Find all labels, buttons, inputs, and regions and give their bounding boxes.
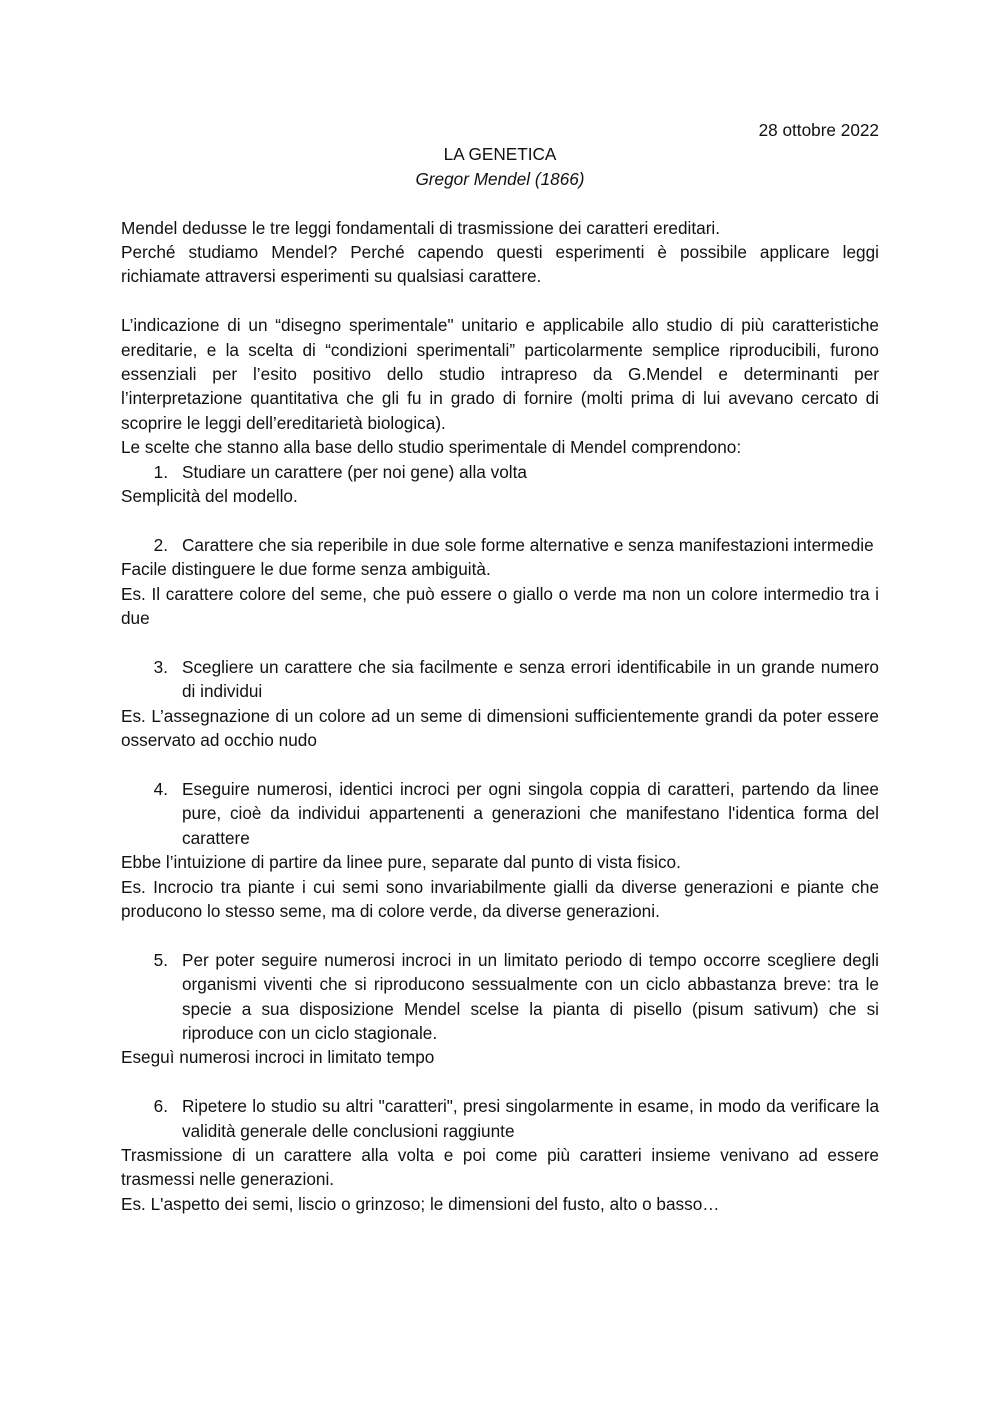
item-note: Facile distinguere le due forme senza ambiguità. [121, 559, 491, 580]
list-item [121, 460, 879, 484]
item-note: Eseguì numerosi incroci in limitato tempo [121, 1047, 435, 1068]
list-item [121, 777, 879, 850]
spacer [121, 753, 879, 777]
list-item [121, 1094, 879, 1143]
item-example: Es. Incrocio tra piante i cui semi sono invariabilmente gialli da diverse generazioni e piante che producono lo stesso seme, ma di colore verde, da diverse generazioni. [121, 876, 879, 921]
item-note: Semplicità del modello. [121, 486, 298, 507]
list-number: 5. [153, 949, 168, 970]
item-example: Es. L'aspetto dei semi, liscio o grinzoso; le dimensioni del fusto, alto o basso… [121, 1193, 720, 1214]
list-text: Eseguire numerosi, identici incroci per ogni singola coppia di caratteri, partendo da linee pure, cioè da individui appartenenti a generazioni che manifestano l'identica forma del carattere [182, 778, 879, 848]
item-example: Es. L’assegnazione di un colore ad un seme di dimensioni sufficientemente grandi da poter essere osservato ad occhio nudo [121, 705, 879, 751]
list-item [121, 655, 879, 704]
list-number: 2. [153, 534, 168, 555]
list-text: Per poter seguire numerosi incroci in un limitato periodo di tempo occorre scegliere degli organismi viventi che si riproducono sessualmente con un ciclo abbastanza breve: tra le specie a sua disposizione Mendel scelse la pianta di pisello (pisum sativum) che si riproduce con un ciclo stagionale. [182, 949, 879, 1043]
list-text: Scegliere un carattere che sia facilmente e senza errori identificabile in un grande numero di individui [182, 656, 879, 702]
list-item [121, 533, 879, 557]
body-paragraph: L’indicazione di un “disegno sperimentale" unitario e applicabile allo studio di più caratteristiche ereditarie, e la scelta di “condizioni sperimentali” particolarmente semplice riproducibili, furono essenziali per l’esito positivo dello studio intrapreso da G.Mendel e determinanti per l’interpretazione quantitativa che gli fu in grado di fornire (molti prima di lui avevano cercato di scoprire le leggi dell’ereditarietà biologica). [121, 315, 879, 433]
list-text: Carattere che sia reperibile in due sole forme alternative e senza manifestazioni intermedie [182, 534, 874, 555]
item-note: Trasmissione di un carattere alla volta e poi come più caratteri insieme venivano ad essere trasmessi nelle generazioni. [121, 1144, 879, 1190]
intro-paragraph-1: Mendel dedusse le tre leggi fondamentali di trasmissione dei caratteri ereditari. [121, 217, 721, 238]
spacer [121, 1070, 879, 1094]
document-page [121, 118, 879, 1216]
document-subtitle: Gregor Mendel (1866) [415, 168, 585, 189]
list-intro: Le scelte che stanno alla base dello studio sperimentale di Mendel comprendono: [121, 437, 742, 458]
list-text: Studiare un carattere (per noi gene) alla volta [182, 461, 527, 482]
document-date: 28 ottobre 2022 [758, 120, 879, 140]
item-note: Ebbe l’intuizione di partire da linee pure, separate dal punto di vista fisico. [121, 852, 681, 873]
list-number: 3. [153, 656, 168, 677]
document-title: LA GENETICA [443, 144, 557, 165]
intro-paragraph-2: Perché studiamo Mendel? Perché capendo questi esperimenti è possibile applicare leggi richiamate attraversi esperimenti su qualsiasi carattere. [121, 242, 879, 287]
list-item [121, 948, 879, 1046]
item-example: Es. Il carattere colore del seme, che può essere o giallo o verde ma non un colore intermedio tra i due [121, 583, 879, 629]
list-number: 4. [153, 778, 168, 799]
spacer [121, 289, 879, 313]
list-text: Ripetere lo studio su altri "caratteri", presi singolarmente in esame, in modo da verificare la validità generale delle conclusioni raggiunte [182, 1096, 879, 1141]
list-number: 1. [153, 461, 168, 482]
spacer [121, 923, 879, 947]
list-number: 6. [153, 1096, 168, 1117]
spacer [121, 630, 879, 654]
spacer [121, 191, 879, 215]
spacer [121, 508, 879, 532]
